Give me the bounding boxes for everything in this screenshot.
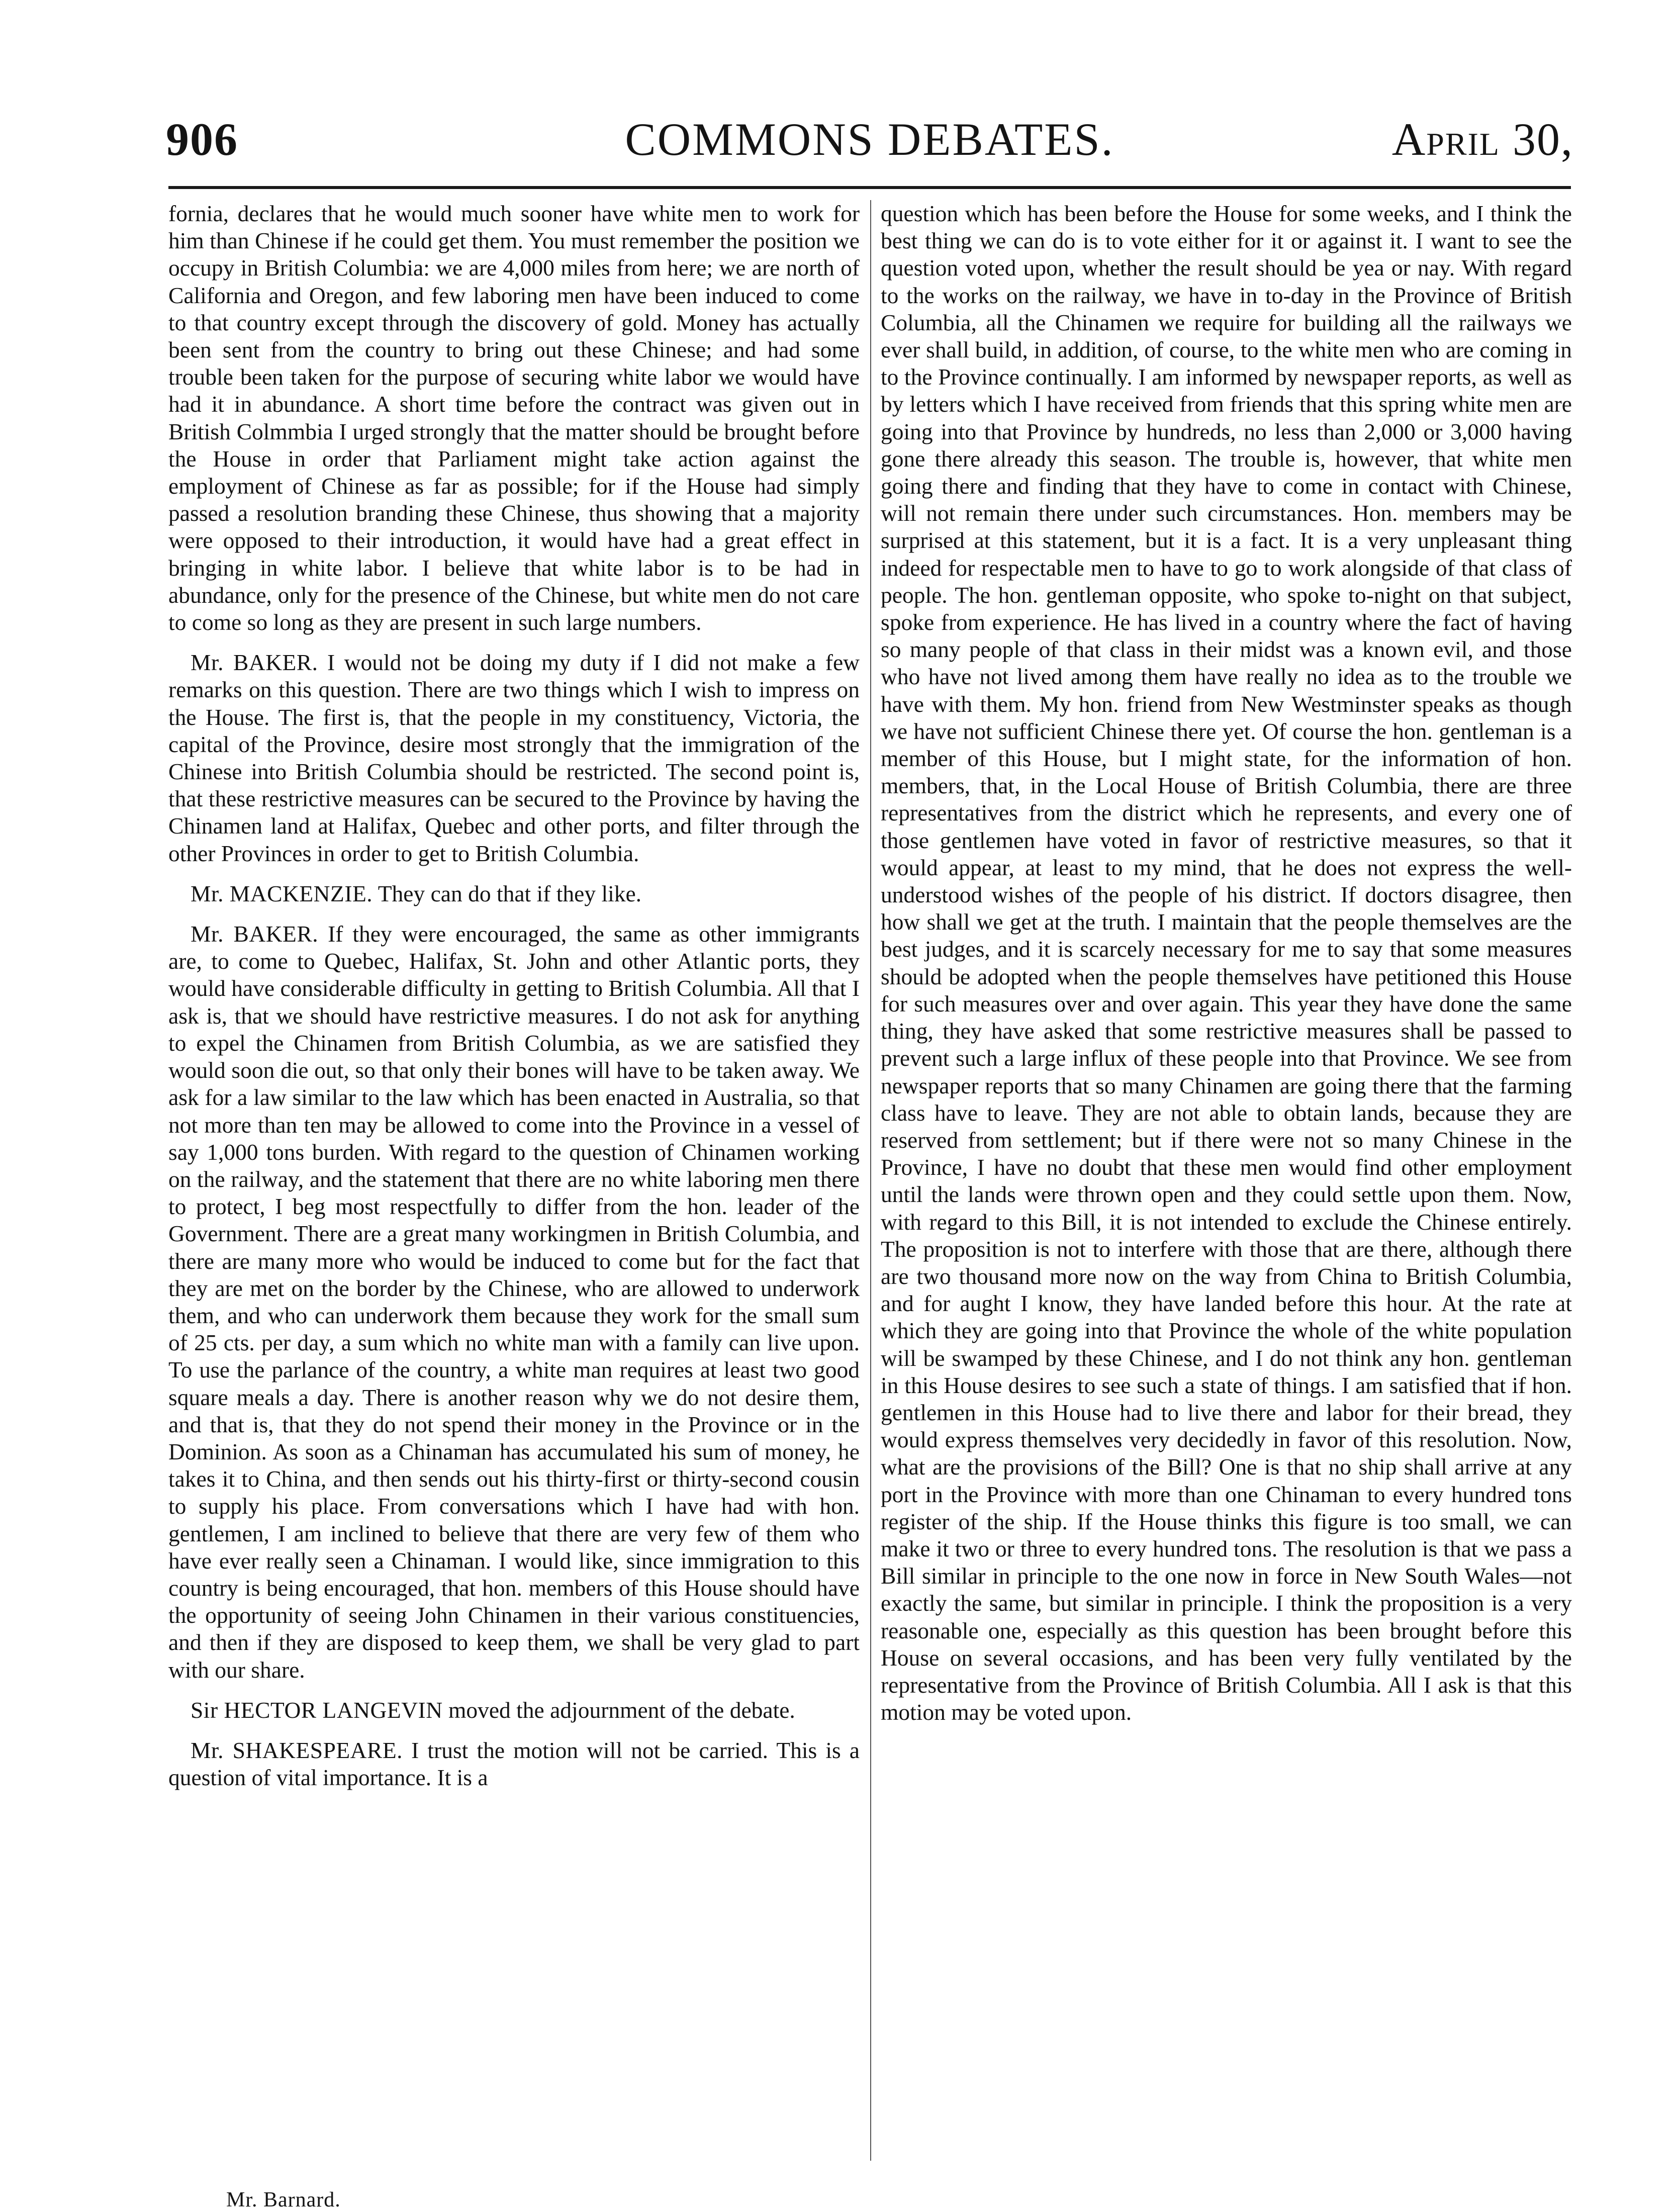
- page-header: [166, 112, 1573, 177]
- paragraph: [168, 649, 860, 867]
- speech-text: If they were encouraged, the same as other immigrants are, to come to Quebec, Halifax, St. John and other Atlantic ports, they would have considerable difficulty in getting to British Columbia. All that I ask is, that we should have restrictive measures. I do not ask for anything to expel the Chinamen from British Columbia, as we are satisfied they would soon die out, so that only their bones will have to be taken away. We ask for a law similar to the law which has been enacted in Australia, so that not more than ten may be allowed to come into the Province in a vessel of say 1,000 tons burden. With regard to the question of Chinamen working on the railway, and the statement that there are no white laboring men there to protect, I beg most respectfully to differ from the hon. leader of the Government. There are a great many workingmen in British Columbia, and there are many more who would be induced to come but for the fact that they are met on the border by the Chinese, who are allowed to underwork them, and who can underwork them because they work for the small sum of 25 cts. per day, a sum which no white man with a family can live upon. To use the parlance of the country, a white man requires at least two good square meals a day. There is another reason why we do not desire them, and that is, that they do not spend their money in the Province or in the Dominion. As soon as a Chinaman has accumulated his sum of money, he takes it to China, and then sends out his thirty-first or thirty-second cousin to supply his place. From conversations which I have had with hon. gentlemen, I am inclined to believe that there are very few of them who have ever really seen a Chinaman. I would like, since immigration to this country is being encouraged, that hon. members of this House should have the opportunity of seeing John Chinamen in their various constituencies, and then if they are disposed to keep them, we shall be very glad to part with our share.: [168, 921, 860, 1683]
- paragraph: [168, 1737, 860, 1791]
- speech-text: moved the adjournment of the debate.: [448, 1697, 795, 1723]
- speech-text: They can do that if they like.: [378, 880, 642, 906]
- left-column: [168, 200, 860, 1791]
- speaker-name: Mr. BAKER.: [191, 921, 319, 947]
- speaker-name: Mr. BAKER.: [191, 650, 318, 676]
- page-number: 906: [166, 114, 238, 165]
- paragraph: question which has been before the House for some weeks, and I think the best thing we can do is to vote either for it or against it. I want to see the question voted upon, whether the result should be yea or nay. With regard to the works on the railway, we have in to-day in the Province of British Columbia, all the Chinamen we require for building all the railways we ever shall build, in addition, of course, to the white men who are coming in to the Province continually. I am informed by newspaper reports, as well as by letters which I have received from friends that this spring white men are going into that Province by hundreds, no less than 2,000 or 3,000 having gone there already this season. The trouble is, however, that white men going there and finding that they have to come in contact with Chinese, will not remain there under such circumstances. Hon. members may be surprised at this statement, but it is a fact. It is a very unpleasant thing indeed for respectable men to have to go to work alongside of that class of people. The hon. gentleman opposite, who spoke to-night on that subject, spoke from experience. He has lived in a country where the fact of having so many people of that class in their midst was a known evil, and those who have not lived among them have really no idea as to the trouble we have with them. My hon. friend from New Westminster speaks as though we have not sufficient Chinese there yet. Of course the hon. gentleman is a member of this House, but I might state, for the information of hon. members, that, in the Local House of British Columbia, there are three representatives from the district which he represents, and every one of those gentlemen have voted in favor of restrictive measures, so that it would appear, at least to my mind, that he does not express the well-understood wishes of the people of his district. If doctors disagree, then how shall we get at the truth. I maintain that the people themselves are the best judges, and it is scarcely necessary for me to say that some measures should be adopted when the people themselves have petitioned this House for such measures over and over again. This year they have done the same thing, they have asked that some restrictive measures shall be passed to prevent such a large influx of these people into that Province. We see from newspaper reports that so many Chinamen are going there that the farming class have to leave. They are not able to obtain lands, because they are reserved from settlement; but if there were not so many Chinese in the Province, I have no doubt that these men would find other employment until the lands were thrown open and they could settle upon them. Now, with regard to this Bill, it is not intended to exclude the Chinese entirely. The proposition is not to interfere with those that are there, although there are two thousand more now on the way from China to British Columbia, and for aught I know, they have landed before this hour. At the rate at which they are going into that Province the whole of the white population will be swamped by these Chinese, and I do not think any hon. gentleman in this House desires to see such a state of things. I am satisfied that if hon. gentlemen in this House had to live there and labor for their bread, they would express themselves very decidedly in favor of this resolution. Now, what are the provisions of the Bill? One is that no ship shall arrive at any port in the Province with more than one Chinaman to every hundred tons register of the ship. If the House thinks this figure is too small, we can make it two or three to every hundred tons. The resolution is that we pass a Bill similar in principle to the one now in force in New South Wales—not exactly the same, but similar in principle. I think the proposition is a very reasonable one, especially as this question has been brought before this House on several occasions, and has been very fully ventilated by the representative from the Province of British Columbia. All I ask is that this motion may be voted upon.: [881, 201, 1572, 1725]
- column-divider: [870, 200, 871, 2161]
- speech-text: I would not be doing my duty if I did not make a few remarks on this question. There are two things which I wish to impress on the House. The first is, that the people in my constituency, Victoria, the capital of the Province, desire most strongly that the immigration of the Chinese into British Columbia should be restricted. The second point is, that these restrictive measures can be secured to the Province by having the Chinamen land at Halifax, Quebec and other ports, and filter through the other Provinces in order to get to British Columbia.: [168, 650, 860, 866]
- speech-text: I trust the motion will not be carried. This is a question of vital importance. It is a: [168, 1737, 860, 1791]
- speaker-name: Sir HECTOR LANGEVIN: [191, 1697, 443, 1723]
- header-date: April 30,: [1391, 114, 1573, 165]
- speaker-name: Mr. SHAKESPEARE.: [191, 1737, 403, 1763]
- running-title: COMMONS DEBATES.: [625, 114, 1114, 165]
- footer-note: Mr. Barnard.: [226, 2188, 341, 2211]
- paragraph: [168, 920, 860, 1684]
- paragraph: [168, 1697, 860, 1724]
- header-rule: [168, 186, 1571, 189]
- paragraph: fornia, declares that he would much sooner have white men to work for him than Chinese if he could get them. You must remember the position we occupy in British Columbia: we are 4,000 miles from here; we are north of California and Oregon, and few laboring men have been induced to come to that country except through the discovery of gold. Money has actually been sent from the country to bring out these Chinese; and had some trouble been taken for the purpose of securing white labor we would have had it in abundance. A short time before the contract was given out in British Colmmbia I urged strongly that the matter should be brought before the House in order that Parliament might take action against the employment of Chinese as far as possible; for if the House had simply passed a resolution branding these Chinese, thus showing that a majority were opposed to their introduction, it would have had a great effect in bringing in white labor. I believe that white labor is to be had in abundance, only for the presence of the Chinese, but white men do not care to come so long as they are present in such large numbers.: [168, 201, 860, 635]
- paragraph: [168, 880, 860, 907]
- right-column: [881, 200, 1572, 1726]
- speaker-name: Mr. MACKENZIE.: [191, 880, 373, 906]
